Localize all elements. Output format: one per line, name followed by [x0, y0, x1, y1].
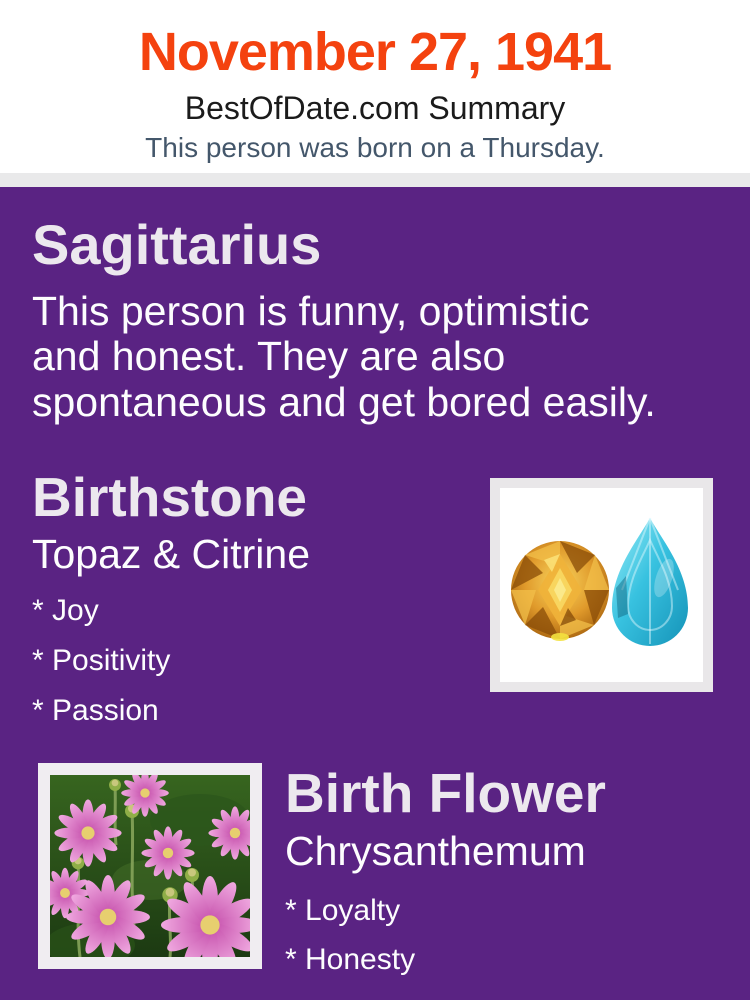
birth-flower-heading: Birth Flower — [285, 762, 606, 825]
gem-illustration — [500, 488, 703, 682]
zodiac-description — [32, 289, 732, 424]
birth-flower-trait: * Honesty — [285, 942, 416, 976]
birthstone-trait: * Positivity — [32, 644, 171, 678]
birthstone-names: Topaz & Citrine — [32, 531, 311, 578]
zodiac-description-line: spontaneous and get bored easily. — [32, 378, 656, 425]
zodiac-description-line: This person is funny, optimistic — [32, 288, 590, 335]
birth-flower-image — [38, 763, 262, 969]
birthstone-heading: Birthstone — [32, 465, 307, 528]
date-title: November 27, 1941 — [138, 22, 612, 82]
birthstone-trait: * Passion — [32, 694, 159, 728]
birthstone-image — [500, 488, 703, 682]
birth-flower-section — [38, 763, 750, 976]
born-day-note: This person was born on a Thursday. — [145, 131, 605, 163]
chrysanthemum-illustration — [50, 775, 250, 957]
summary-panel — [0, 187, 750, 1000]
birthstone-image-card — [490, 478, 713, 692]
birth-flower-trait: * Loyalty — [285, 893, 401, 927]
birthstone-trait: * Joy — [32, 594, 99, 628]
site-summary-title: BestOfDate.com Summary — [184, 89, 566, 126]
zodiac-sign-heading: Sagittarius — [32, 213, 322, 276]
zodiac-description-line: and honest. They are also — [32, 333, 506, 380]
birth-flower-name: Chrysanthemum — [285, 827, 586, 874]
header — [0, 0, 750, 173]
birth-flower-text — [285, 763, 606, 976]
birthstone-section — [32, 467, 492, 728]
header-divider — [0, 173, 750, 187]
